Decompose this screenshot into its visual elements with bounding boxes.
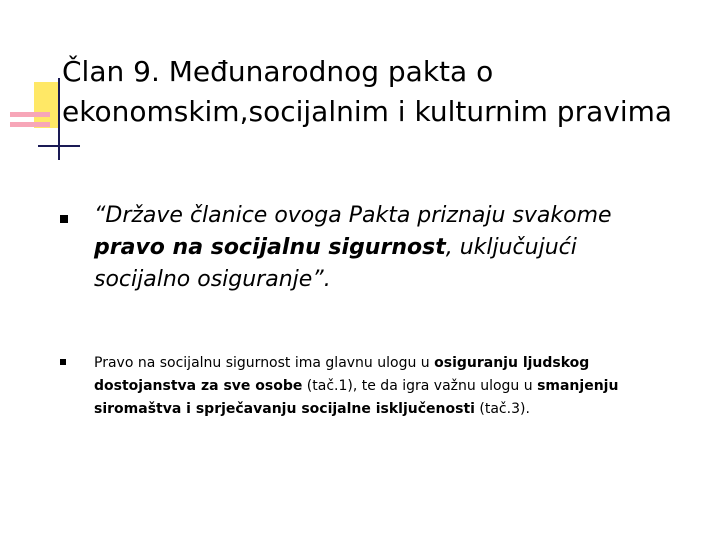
- square-bullet-icon: [60, 215, 68, 223]
- explanation-part-2: (tač.1), te da igra važnu ulogu u: [302, 378, 538, 394]
- pink-stripe: [10, 122, 50, 127]
- quote-emphasis: pravo na socijalnu sigurnost: [94, 235, 446, 260]
- square-bullet-icon: [60, 359, 66, 365]
- bullet-item-explanation: [60, 352, 680, 421]
- explanation-emphasis-1: osiguranju ljudskog dostojanstva za sve osobe: [94, 355, 590, 394]
- explanation-part-1: Pravo na socijalnu sigurnost ima glavnu ulogu u: [94, 355, 435, 371]
- quote-text-end: , uključujući socijalno osiguranje”.: [94, 235, 577, 292]
- vertical-rule: [58, 78, 60, 160]
- explanation-part-3: (tač.3).: [474, 401, 530, 417]
- title-line-2: ekonomskim,socijalnim i kulturnim pravima: [62, 95, 673, 128]
- quote-text-start: “Države članice ovoga Pakta priznaju svakome: [94, 203, 612, 228]
- slide-title: [62, 52, 702, 132]
- title-line-1: Član 9. Međunarodnog pakta o: [62, 55, 494, 88]
- horizontal-rule: [38, 145, 80, 147]
- explanation-emphasis-2: smanjenju siromaštva i sprječavanju socijalne isključenosti: [94, 378, 619, 417]
- bullet-list: [60, 200, 680, 421]
- bullet-explanation-text: [94, 352, 680, 421]
- bullet-item-quote: [60, 200, 680, 296]
- bullet-quote-text: [94, 200, 680, 296]
- pink-stripe: [10, 112, 50, 117]
